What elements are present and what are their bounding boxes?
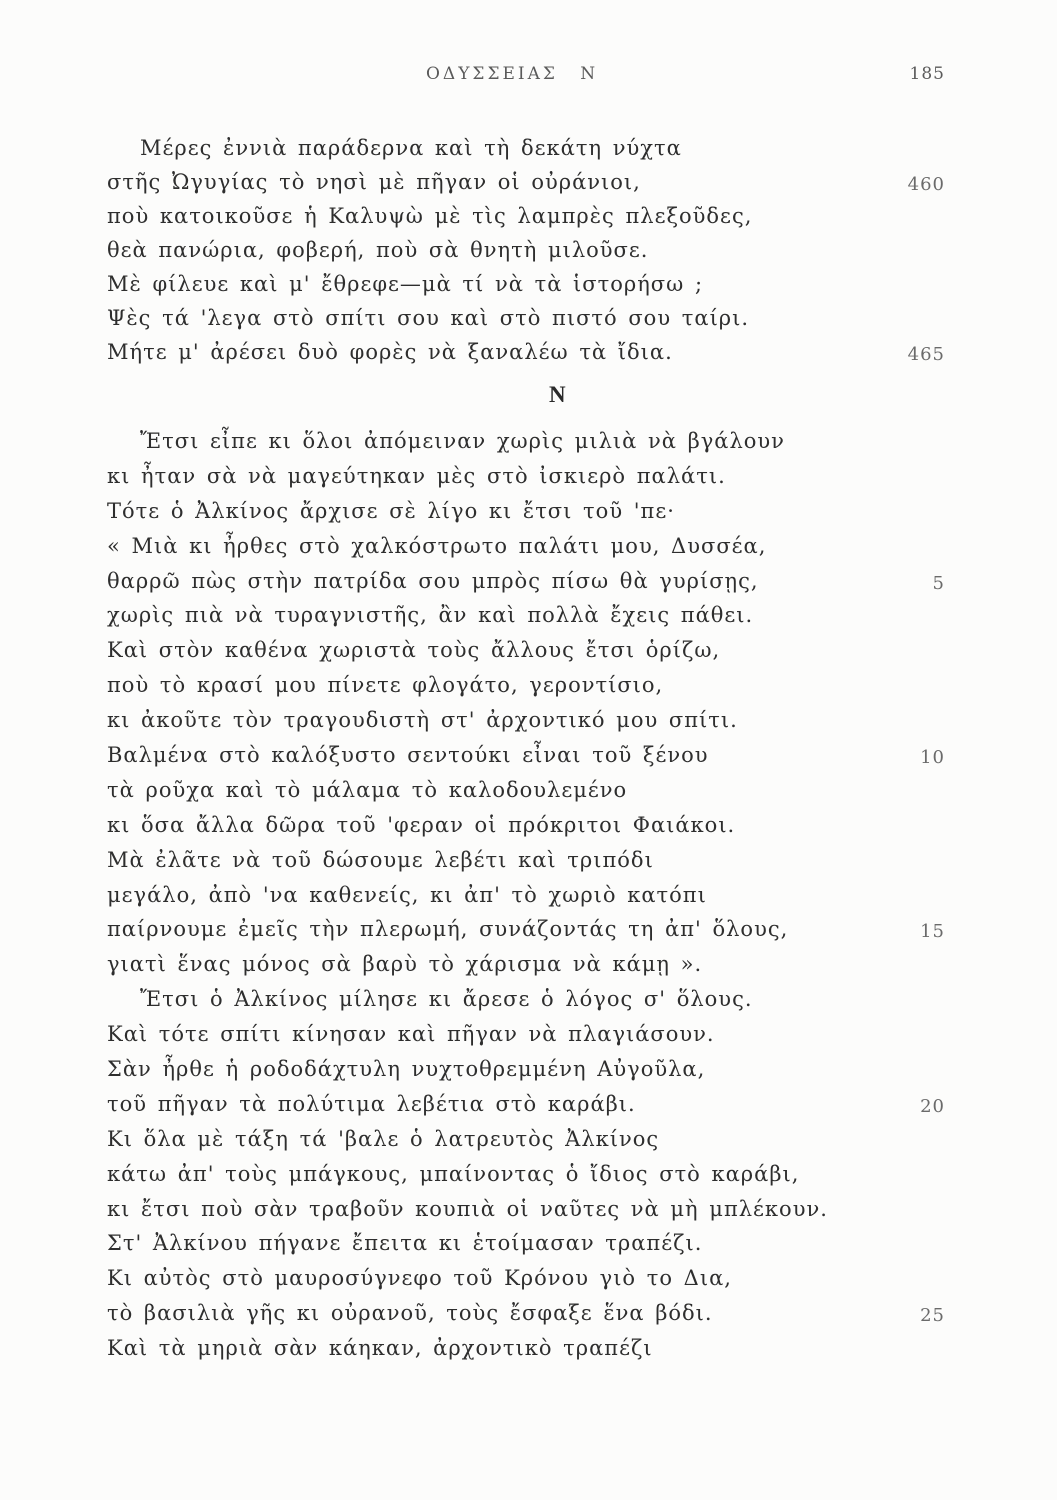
verse-text: Κι ὅλα μὲ τάξη τά 'βαλε ὁ λατρευτὸς Ἀλκίνος: [107, 1126, 660, 1151]
verse-text: χωρὶς πιὰ νὰ τυραγνιστῆς, ἂν καὶ πολλὰ ἔχεις πάθει.: [107, 603, 754, 628]
verse-line: [107, 738, 945, 773]
verse-line: [107, 1331, 945, 1366]
verse-text: Κι αὐτὸς στὸ μαυροσύγνεφο τοῦ Κρόνου γιὸ το Δια,: [107, 1266, 732, 1291]
verse-text: τὰ ροῦχα καὶ τὸ μάλαμα τὸ καλοδουλεμένο: [107, 777, 628, 802]
verse-text: παίρνουμε ἐμεῖς τὴν πλερωμή, συνάζοντάς τη ἀπ' ὅλους,: [107, 917, 789, 942]
verse-text: κι ἔτσι ποὺ σὰν τραβοῦν κουπιὰ οἱ ναῦτες νὰ μὴ μπλέκουν.: [107, 1196, 828, 1221]
verse-line: [107, 1157, 945, 1192]
verse-text: Καὶ στὸν καθένα χωριστὰ τοὺς ἄλλους ἔτσι ὁρίζω,: [107, 638, 721, 663]
verse-line: [107, 165, 945, 199]
verse-line: [107, 843, 945, 878]
verse-line: [107, 1226, 945, 1261]
verse-line: [107, 424, 945, 459]
verse-text: Σὰν ἦρθε ἡ ροδοδάχτυλη νυχτοθρεμμένη Αὐγοῦλα,: [107, 1057, 706, 1082]
verse-text: τὸ βασιλιὰ γῆς κι οὐρανοῦ, τοὺς ἔσφαξε ἕνα βόδι.: [107, 1301, 713, 1326]
verse-line: [107, 1017, 945, 1052]
verse-text: στῆς Ὠγυγίας τὸ νησὶ μὲ πῆγαν οἱ οὐράνιοι,: [107, 170, 641, 194]
line-number: 15: [920, 921, 945, 943]
verse-text: Στ' Ἀλκίνου πήγανε ἔπειτα κι ἑτοίμασαν τραπέζι.: [107, 1231, 703, 1256]
verse-text: μεγάλο, ἀπὸ 'να καθενείς, κι ἀπ' τὸ χωριὸ κατόπι: [107, 882, 707, 907]
verse-text: γιατὶ ἕνας μόνος σὰ βαρὺ τὸ χάρισμα νὰ κάμῃ ».: [107, 952, 703, 977]
line-number: 25: [920, 1305, 945, 1327]
verse-line: [107, 131, 945, 165]
verse-line: [107, 529, 945, 564]
verse-line: [107, 668, 945, 703]
verse-text: Καὶ τότε σπίτι κίνησαν καὶ πῆγαν νὰ πλαγιάσουν.: [107, 1022, 715, 1047]
verse-line: [107, 598, 945, 633]
line-number: 460: [907, 174, 945, 195]
verse-text: ποὺ κατοικοῦσε ἡ Καλυψὼ μὲ τὶς λαμπρὲς πλεξοῦδες,: [107, 204, 753, 228]
verse-line: [107, 912, 945, 947]
verse-line: [107, 808, 945, 843]
verse-line: [107, 301, 945, 335]
verse-text: Μὲ φίλευε καὶ μ' ἔθρεφε—μὰ τί νὰ τὰ ἱστορήσω ;: [107, 272, 704, 296]
verse-text: Ἔτσι εἶπε κι ὅλοι ἀπόμειναν χωρὶς μιλιὰ νὰ βγάλουν: [140, 429, 785, 453]
verse-line: [107, 1087, 945, 1122]
verse-line: [107, 459, 945, 494]
verse-text: Μὰ ἐλᾶτε νὰ τοῦ δώσουμε λεβέτι καὶ τριπόδι: [107, 847, 654, 872]
verse-text: Μέρες ἐννιὰ παράδερνα καὶ τὴ δεκάτη νύχτα: [140, 136, 682, 160]
verse-line: [107, 1261, 945, 1296]
verse-line: [107, 1192, 945, 1227]
verse-text: ποὺ τὸ κρασί μου πίνετε φλογάτο, γεροντίσιο,: [107, 673, 664, 698]
line-number: 465: [907, 344, 945, 365]
book-heading: Ν: [549, 382, 566, 407]
verse-text: θαρρῶ πὼς στὴν πατρίδα σου μπρὸς πίσω θὰ γυρίσῃς,: [107, 568, 759, 593]
page-number: 185: [909, 64, 945, 84]
verse-text: κι ὅσα ἄλλα δῶρα τοῦ 'φεραν οἱ πρόκριτοι Φαιάκοι.: [107, 812, 736, 837]
verse-line: [107, 947, 945, 982]
verse-text: Μήτε μ' ἀρέσει δυὸ φορὲς νὰ ξαναλέω τὰ ἴδια.: [107, 340, 673, 364]
verse-text: Καὶ τὰ μηριὰ σὰν κάηκαν, ἀρχοντικὸ τραπέζι: [107, 1336, 653, 1361]
verse-text: « Μιὰ κι ἦρθες στὸ χαλκόστρωτο παλάτι μου, Δυσσέα,: [107, 533, 767, 558]
verse-text: κάτω ἀπ' τοὺς μπάγκους, μπαίνοντας ὁ ἴδιος στὸ καράβι,: [107, 1161, 800, 1186]
verse-text: Τότε ὁ Ἀλκίνος ἄρχισε σὲ λίγο κι ἔτσι τοῦ 'πε·: [107, 498, 675, 523]
verse-line: [107, 878, 945, 913]
verse-line: [107, 1296, 945, 1331]
verse-line: [107, 773, 945, 808]
verse-line: [107, 564, 945, 599]
verse-line: [107, 982, 945, 1017]
verse-text: τοῦ πῆγαν τὰ πολύτιμα λεβέτια στὸ καράβι.: [107, 1091, 636, 1116]
verse-text: κι ἦταν σὰ νὰ μαγεύτηκαν μὲς στὸ ἰσκιερὸ παλάτι.: [107, 463, 726, 488]
running-title: ΟΔΥΣΣΕΙΑΣ Ν: [426, 64, 599, 84]
verse-line: [107, 1052, 945, 1087]
verse-line: [107, 335, 945, 369]
verse-text: Ἔτσι ὁ Ἀλκίνος μίλησε κι ἄρεσε ὁ λόγος σ' ὅλους.: [140, 987, 753, 1012]
verse-text: Ψὲς τά 'λεγα στὸ σπίτι σου καὶ στὸ πιστό σου ταίρι.: [107, 306, 750, 330]
verse-line: [107, 494, 945, 529]
verse-line: [107, 233, 945, 267]
verse-line: [107, 267, 945, 301]
verse-line: [107, 1122, 945, 1157]
verse-line: [107, 199, 945, 233]
verse-text: Βαλμένα στὸ καλόξυστο σεντούκι εἶναι τοῦ ξένου: [107, 743, 709, 768]
line-number: 5: [932, 572, 945, 594]
verse-line: [107, 703, 945, 738]
passage: [107, 424, 945, 1366]
verse-line: [107, 633, 945, 668]
verse-text: κι ἀκοῦτε τὸν τραγουδιστὴ στ' ἀρχοντικό μου σπίτι.: [107, 708, 738, 733]
line-number: 10: [920, 747, 945, 769]
verse-text: θεὰ πανώρια, φοβερή, ποὺ σὰ θνητὴ μιλοῦσε.: [107, 238, 649, 262]
preceding-passage: [107, 131, 945, 369]
line-number: 20: [920, 1095, 945, 1117]
